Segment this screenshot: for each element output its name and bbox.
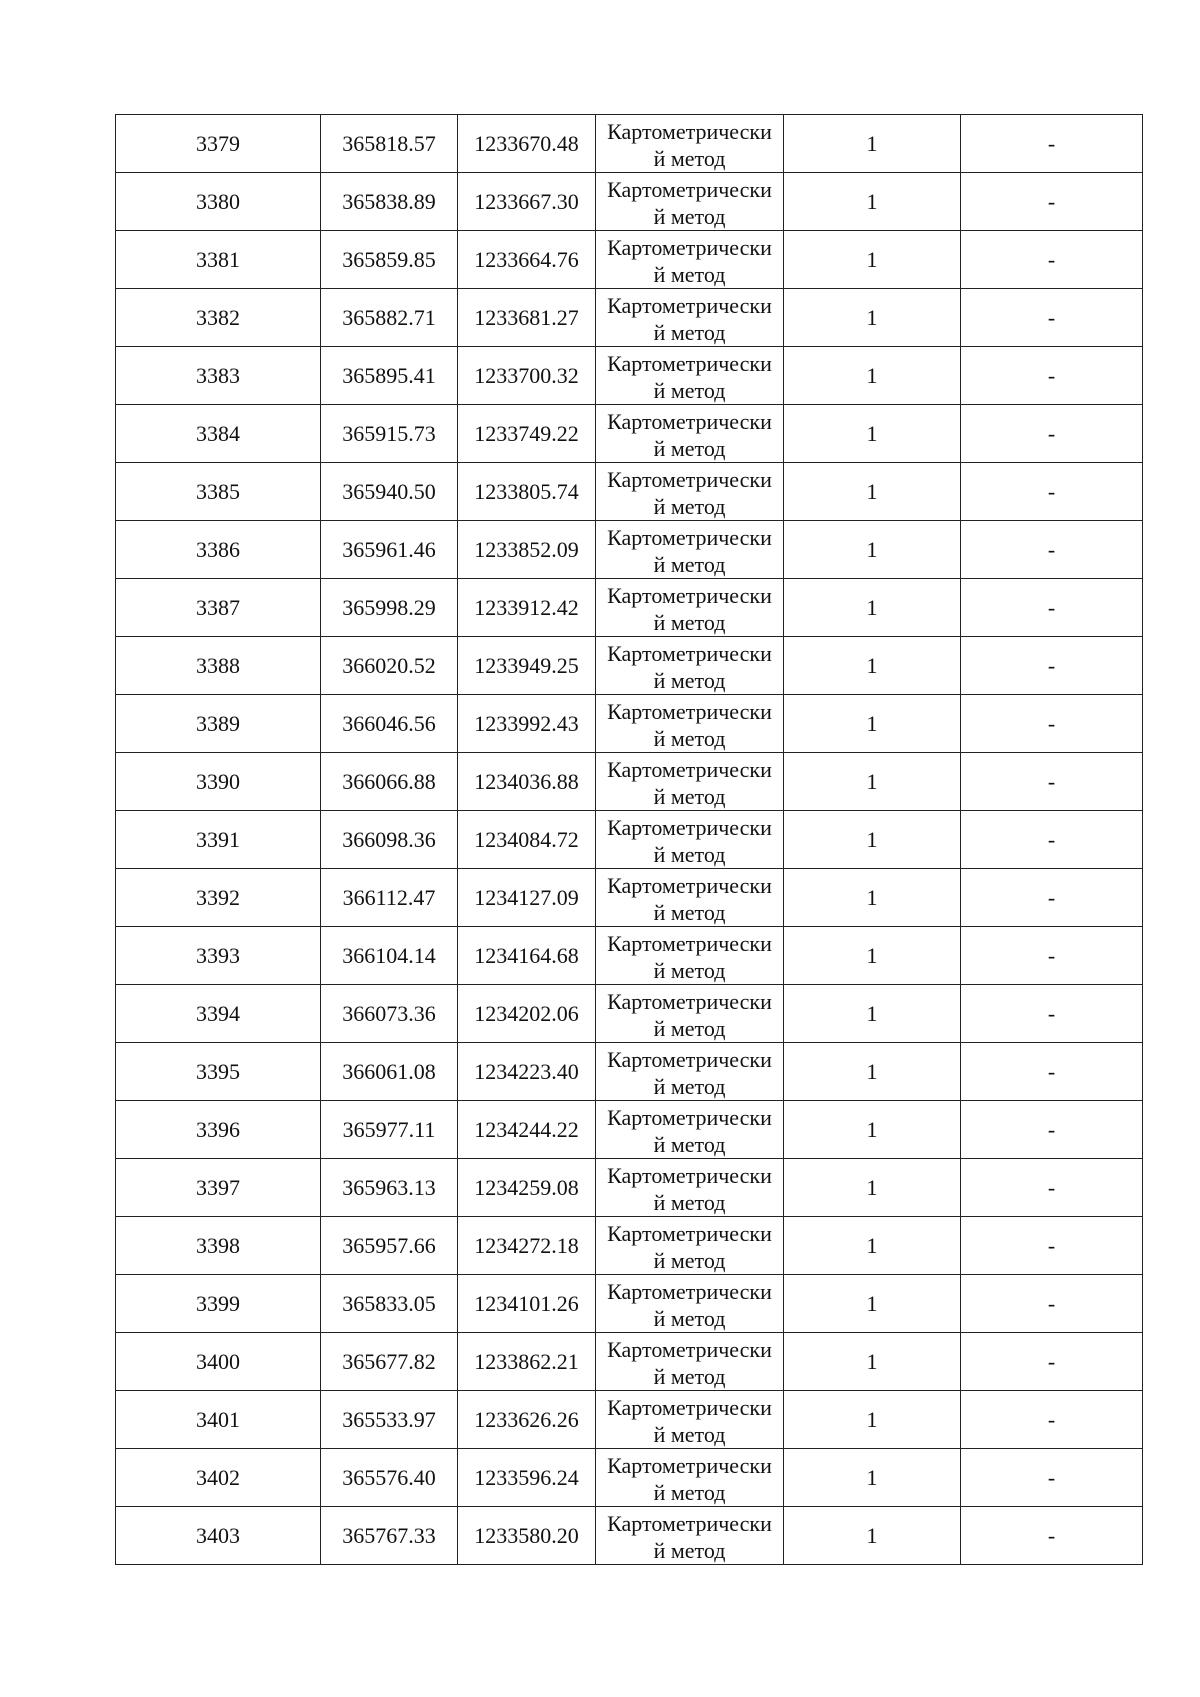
x-coordinate-cell: 365838.89 (321, 173, 458, 231)
table-row (116, 1391, 1143, 1449)
table-row (116, 1333, 1143, 1391)
table-row (116, 1275, 1143, 1333)
y-coordinate-cell: 1233667.30 (458, 173, 596, 231)
point-number-cell: 3403 (116, 1507, 321, 1565)
point-number-cell: 3384 (116, 405, 321, 463)
table-row (116, 173, 1143, 231)
method-text-line1: Картометрически (607, 698, 772, 724)
point-number-cell: 3391 (116, 811, 321, 869)
table-row (116, 869, 1143, 927)
method-text-line1: Картометрически (607, 582, 772, 608)
y-coordinate-cell: 1233580.20 (458, 1507, 596, 1565)
note-cell: - (961, 1391, 1143, 1449)
x-coordinate-cell: 365915.73 (321, 405, 458, 463)
point-number-cell: 3399 (116, 1275, 321, 1333)
y-coordinate-cell: 1234223.40 (458, 1043, 596, 1101)
y-coordinate-cell: 1233749.22 (458, 405, 596, 463)
point-number-cell: 3393 (116, 927, 321, 985)
table-row (116, 463, 1143, 521)
precision-cell: 1 (784, 463, 961, 521)
precision-cell: 1 (784, 405, 961, 463)
table-row (116, 1159, 1143, 1217)
x-coordinate-cell: 365977.11 (321, 1101, 458, 1159)
note-cell: - (961, 1159, 1143, 1217)
table-row (116, 521, 1143, 579)
x-coordinate-cell: 365895.41 (321, 347, 458, 405)
method-cell (596, 753, 784, 811)
note-cell: - (961, 637, 1143, 695)
note-cell: - (961, 927, 1143, 985)
table-row (116, 985, 1143, 1043)
note-cell: - (961, 521, 1143, 579)
method-text-line1: Картометрически (607, 176, 772, 202)
method-text-line2: й метод (653, 783, 726, 809)
method-text-line2: й метод (653, 1421, 726, 1447)
method-text-line1: Картометрически (607, 988, 772, 1014)
precision-cell: 1 (784, 289, 961, 347)
x-coordinate-cell: 365940.50 (321, 463, 458, 521)
method-cell (596, 231, 784, 289)
precision-cell: 1 (784, 1333, 961, 1391)
method-text-line2: й метод (653, 1247, 726, 1273)
note-cell: - (961, 1043, 1143, 1101)
method-cell (596, 869, 784, 927)
method-cell (596, 1043, 784, 1101)
table-row (116, 1449, 1143, 1507)
note-cell: - (961, 231, 1143, 289)
y-coordinate-cell: 1233664.76 (458, 231, 596, 289)
method-text-line1: Картометрически (607, 1510, 772, 1536)
point-number-cell: 3395 (116, 1043, 321, 1101)
coordinates-table-body (116, 115, 1143, 1565)
point-number-cell: 3390 (116, 753, 321, 811)
y-coordinate-cell: 1233596.24 (458, 1449, 596, 1507)
method-text-line2: й метод (653, 841, 726, 867)
point-number-cell: 3379 (116, 115, 321, 173)
x-coordinate-cell: 365859.85 (321, 231, 458, 289)
y-coordinate-cell: 1233912.42 (458, 579, 596, 637)
method-text-line2: й метод (653, 1479, 726, 1505)
method-cell (596, 347, 784, 405)
method-text-line2: й метод (653, 1189, 726, 1215)
method-text-line2: й метод (653, 667, 726, 693)
method-text-line1: Картометрически (607, 1394, 772, 1420)
method-text-line2: й метод (653, 435, 726, 461)
precision-cell: 1 (784, 695, 961, 753)
method-cell (596, 1391, 784, 1449)
x-coordinate-cell: 366104.14 (321, 927, 458, 985)
method-text-line1: Картометрически (607, 1046, 772, 1072)
table-row (116, 289, 1143, 347)
note-cell: - (961, 173, 1143, 231)
y-coordinate-cell: 1234127.09 (458, 869, 596, 927)
method-text-line2: й метод (653, 609, 726, 635)
point-number-cell: 3383 (116, 347, 321, 405)
method-text-line2: й метод (653, 899, 726, 925)
method-cell (596, 927, 784, 985)
x-coordinate-cell: 365998.29 (321, 579, 458, 637)
note-cell: - (961, 1101, 1143, 1159)
precision-cell: 1 (784, 1101, 961, 1159)
point-number-cell: 3386 (116, 521, 321, 579)
note-cell: - (961, 753, 1143, 811)
y-coordinate-cell: 1233670.48 (458, 115, 596, 173)
method-text-line1: Картометрически (607, 408, 772, 434)
note-cell: - (961, 869, 1143, 927)
table-row (116, 405, 1143, 463)
coordinates-table (115, 114, 1143, 1565)
x-coordinate-cell: 365882.71 (321, 289, 458, 347)
method-text-line2: й метод (653, 493, 726, 519)
point-number-cell: 3397 (116, 1159, 321, 1217)
note-cell: - (961, 405, 1143, 463)
note-cell: - (961, 1333, 1143, 1391)
method-cell (596, 1217, 784, 1275)
point-number-cell: 3402 (116, 1449, 321, 1507)
y-coordinate-cell: 1234272.18 (458, 1217, 596, 1275)
note-cell: - (961, 1275, 1143, 1333)
precision-cell: 1 (784, 1391, 961, 1449)
point-number-cell: 3385 (116, 463, 321, 521)
y-coordinate-cell: 1233626.26 (458, 1391, 596, 1449)
table-row (116, 927, 1143, 985)
method-text-line2: й метод (653, 1537, 726, 1563)
y-coordinate-cell: 1233992.43 (458, 695, 596, 753)
y-coordinate-cell: 1233862.21 (458, 1333, 596, 1391)
method-text-line1: Картометрически (607, 118, 772, 144)
method-text-line1: Картометрически (607, 1278, 772, 1304)
method-text-line1: Картометрически (607, 234, 772, 260)
method-cell (596, 1101, 784, 1159)
precision-cell: 1 (784, 115, 961, 173)
method-cell (596, 1449, 784, 1507)
method-text-line1: Картометрически (607, 930, 772, 956)
method-text-line1: Картометрически (607, 524, 772, 550)
precision-cell: 1 (784, 521, 961, 579)
method-cell (596, 1333, 784, 1391)
method-cell (596, 289, 784, 347)
y-coordinate-cell: 1234244.22 (458, 1101, 596, 1159)
method-text-line2: й метод (653, 725, 726, 751)
y-coordinate-cell: 1234101.26 (458, 1275, 596, 1333)
y-coordinate-cell: 1233805.74 (458, 463, 596, 521)
method-text-line1: Картометрически (607, 1336, 772, 1362)
table-row (116, 695, 1143, 753)
method-cell (596, 1507, 784, 1565)
precision-cell: 1 (784, 1275, 961, 1333)
method-text-line1: Картометрически (607, 814, 772, 840)
x-coordinate-cell: 365957.66 (321, 1217, 458, 1275)
point-number-cell: 3382 (116, 289, 321, 347)
x-coordinate-cell: 366046.56 (321, 695, 458, 753)
point-number-cell: 3401 (116, 1391, 321, 1449)
y-coordinate-cell: 1234084.72 (458, 811, 596, 869)
method-text-line2: й метод (653, 1015, 726, 1041)
table-row (116, 347, 1143, 405)
method-text-line1: Картометрически (607, 292, 772, 318)
note-cell: - (961, 695, 1143, 753)
point-number-cell: 3389 (116, 695, 321, 753)
x-coordinate-cell: 366061.08 (321, 1043, 458, 1101)
y-coordinate-cell: 1234036.88 (458, 753, 596, 811)
method-cell (596, 1159, 784, 1217)
x-coordinate-cell: 365576.40 (321, 1449, 458, 1507)
method-text-line2: й метод (653, 145, 726, 171)
method-cell (596, 637, 784, 695)
y-coordinate-cell: 1234202.06 (458, 985, 596, 1043)
table-row (116, 637, 1143, 695)
table-row (116, 753, 1143, 811)
table-row (116, 579, 1143, 637)
x-coordinate-cell: 365963.13 (321, 1159, 458, 1217)
method-cell (596, 405, 784, 463)
y-coordinate-cell: 1234259.08 (458, 1159, 596, 1217)
point-number-cell: 3392 (116, 869, 321, 927)
method-text-line1: Картометрически (607, 1220, 772, 1246)
precision-cell: 1 (784, 985, 961, 1043)
note-cell: - (961, 811, 1143, 869)
precision-cell: 1 (784, 753, 961, 811)
x-coordinate-cell: 365767.33 (321, 1507, 458, 1565)
note-cell: - (961, 985, 1143, 1043)
note-cell: - (961, 463, 1143, 521)
note-cell: - (961, 1217, 1143, 1275)
method-text-line1: Картометрически (607, 466, 772, 492)
precision-cell: 1 (784, 231, 961, 289)
method-text-line2: й метод (653, 1305, 726, 1331)
y-coordinate-cell: 1233700.32 (458, 347, 596, 405)
point-number-cell: 3387 (116, 579, 321, 637)
precision-cell: 1 (784, 869, 961, 927)
note-cell: - (961, 1449, 1143, 1507)
precision-cell: 1 (784, 811, 961, 869)
method-text-line1: Картометрически (607, 640, 772, 666)
method-text-line1: Картометрически (607, 872, 772, 898)
method-cell (596, 985, 784, 1043)
table-row (116, 1101, 1143, 1159)
table-row (116, 231, 1143, 289)
precision-cell: 1 (784, 173, 961, 231)
x-coordinate-cell: 366066.88 (321, 753, 458, 811)
precision-cell: 1 (784, 1217, 961, 1275)
precision-cell: 1 (784, 1449, 961, 1507)
table-row (116, 1043, 1143, 1101)
x-coordinate-cell: 366112.47 (321, 869, 458, 927)
method-cell (596, 1275, 784, 1333)
x-coordinate-cell: 365818.57 (321, 115, 458, 173)
point-number-cell: 3381 (116, 231, 321, 289)
precision-cell: 1 (784, 927, 961, 985)
table-row (116, 1217, 1143, 1275)
method-text-line2: й метод (653, 551, 726, 577)
point-number-cell: 3388 (116, 637, 321, 695)
precision-cell: 1 (784, 1159, 961, 1217)
method-text-line2: й метод (653, 957, 726, 983)
note-cell: - (961, 347, 1143, 405)
y-coordinate-cell: 1233852.09 (458, 521, 596, 579)
table-row (116, 115, 1143, 173)
note-cell: - (961, 289, 1143, 347)
x-coordinate-cell: 365961.46 (321, 521, 458, 579)
method-cell (596, 115, 784, 173)
point-number-cell: 3380 (116, 173, 321, 231)
precision-cell: 1 (784, 637, 961, 695)
method-text-line2: й метод (653, 319, 726, 345)
point-number-cell: 3394 (116, 985, 321, 1043)
y-coordinate-cell: 1234164.68 (458, 927, 596, 985)
x-coordinate-cell: 366098.36 (321, 811, 458, 869)
method-cell (596, 463, 784, 521)
method-cell (596, 695, 784, 753)
method-text-line2: й метод (653, 377, 726, 403)
note-cell: - (961, 579, 1143, 637)
table-row (116, 1507, 1143, 1565)
method-text-line2: й метод (653, 261, 726, 287)
note-cell: - (961, 1507, 1143, 1565)
method-cell (596, 811, 784, 869)
point-number-cell: 3400 (116, 1333, 321, 1391)
method-text-line2: й метод (653, 1131, 726, 1157)
table-row (116, 811, 1143, 869)
point-number-cell: 3396 (116, 1101, 321, 1159)
method-text-line1: Картометрически (607, 1162, 772, 1188)
method-text-line1: Картометрически (607, 1452, 772, 1478)
precision-cell: 1 (784, 347, 961, 405)
precision-cell: 1 (784, 579, 961, 637)
x-coordinate-cell: 365677.82 (321, 1333, 458, 1391)
method-text-line2: й метод (653, 1363, 726, 1389)
precision-cell: 1 (784, 1507, 961, 1565)
method-cell (596, 173, 784, 231)
x-coordinate-cell: 366020.52 (321, 637, 458, 695)
method-text-line2: й метод (653, 203, 726, 229)
y-coordinate-cell: 1233949.25 (458, 637, 596, 695)
method-text-line1: Картометрически (607, 350, 772, 376)
point-number-cell: 3398 (116, 1217, 321, 1275)
x-coordinate-cell: 365833.05 (321, 1275, 458, 1333)
method-cell (596, 579, 784, 637)
x-coordinate-cell: 365533.97 (321, 1391, 458, 1449)
note-cell: - (961, 115, 1143, 173)
method-text-line1: Картометрически (607, 1104, 772, 1130)
x-coordinate-cell: 366073.36 (321, 985, 458, 1043)
method-cell (596, 521, 784, 579)
y-coordinate-cell: 1233681.27 (458, 289, 596, 347)
method-text-line2: й метод (653, 1073, 726, 1099)
precision-cell: 1 (784, 1043, 961, 1101)
method-text-line1: Картометрически (607, 756, 772, 782)
